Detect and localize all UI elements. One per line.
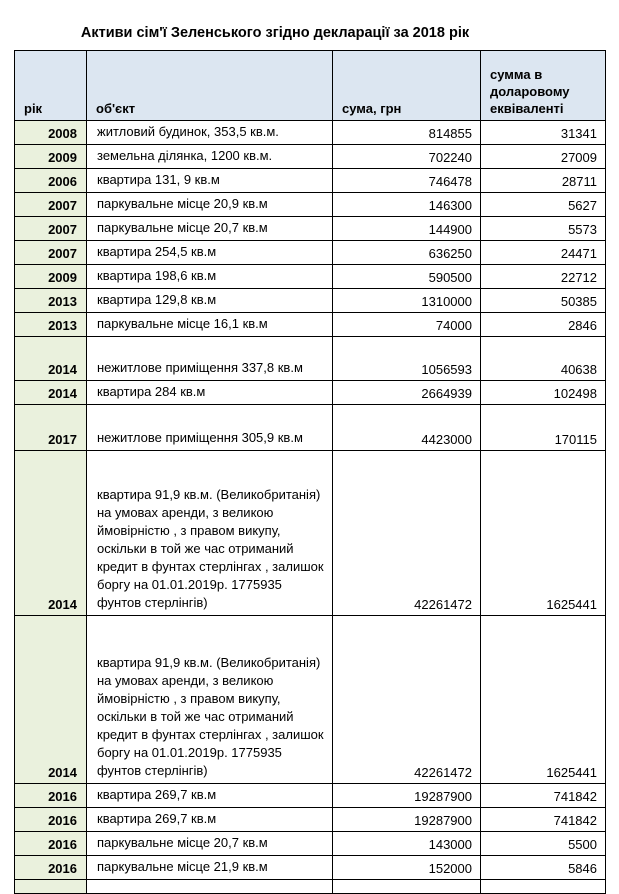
usd-cell[interactable]: 741842 <box>481 784 606 808</box>
usd-cell[interactable]: 1625441 <box>481 616 606 784</box>
year-cell[interactable]: 2007 <box>15 241 87 265</box>
object-cell[interactable]: квартира 129,8 кв.м <box>87 289 333 313</box>
uah-cell[interactable]: 146300 <box>333 193 481 217</box>
table-body <box>15 121 606 894</box>
usd-cell[interactable]: 5846 <box>481 856 606 880</box>
table-row <box>15 241 606 265</box>
uah-cell[interactable]: 2664939 <box>333 381 481 405</box>
table-row <box>15 145 606 169</box>
year-cell[interactable]: 2014 <box>15 616 87 784</box>
assets-table <box>14 50 606 894</box>
table-row <box>15 451 606 616</box>
uah-cell[interactable]: 19287900 <box>333 784 481 808</box>
object-cell[interactable]: квартира 91,9 кв.м. (Великобританія) на умовах аренди, з великою ймовірністю , з правом викупу, оскільки в той же час отриманий кредит в фунтах стерлінгах , залишок боргу на 01.01.2019р. 1775935 фунтов стерлінгів) <box>87 616 333 784</box>
object-cell[interactable]: паркувальне місце 20,7 кв.м <box>87 217 333 241</box>
object-cell[interactable]: квартира 284 кв.м <box>87 381 333 405</box>
table-header <box>15 51 606 121</box>
header-row <box>15 51 606 121</box>
year-cell[interactable]: 2009 <box>15 265 87 289</box>
object-cell[interactable]: квартира 198,6 кв.м <box>87 265 333 289</box>
year-cell[interactable]: 2007 <box>15 217 87 241</box>
object-cell[interactable]: квартира 254,5 кв.м <box>87 241 333 265</box>
usd-cell[interactable]: 5573 <box>481 217 606 241</box>
year-cell[interactable]: 2014 <box>15 381 87 405</box>
year-cell[interactable]: 2009 <box>15 145 87 169</box>
usd-cell[interactable]: 741842 <box>481 808 606 832</box>
year-cell[interactable]: 2016 <box>15 784 87 808</box>
table-row <box>15 856 606 880</box>
usd-cell[interactable]: 31341 <box>481 121 606 145</box>
object-cell[interactable]: житловий будинок, 353,5 кв.м. <box>87 121 333 145</box>
year-cell[interactable] <box>15 880 87 894</box>
year-cell[interactable]: 2008 <box>15 121 87 145</box>
year-cell[interactable]: 2016 <box>15 808 87 832</box>
usd-cell[interactable]: 1625441 <box>481 451 606 616</box>
uah-cell[interactable]: 42261472 <box>333 451 481 616</box>
year-cell[interactable]: 2007 <box>15 193 87 217</box>
year-cell[interactable]: 2016 <box>15 856 87 880</box>
year-cell[interactable]: 2006 <box>15 169 87 193</box>
table-row <box>15 217 606 241</box>
table-row <box>15 405 606 451</box>
table-row <box>15 832 606 856</box>
table-title: Активи сім'ї Зеленського згідно декларації за 2018 рік <box>80 25 470 41</box>
usd-cell[interactable] <box>481 880 606 894</box>
object-cell[interactable]: паркувальне місце 21,9 кв.м <box>87 856 333 880</box>
table-row <box>15 808 606 832</box>
table-row <box>15 880 606 894</box>
object-cell[interactable]: квартира 131, 9 кв.м <box>87 169 333 193</box>
year-cell[interactable]: 2014 <box>15 337 87 381</box>
object-cell[interactable]: нежитлове приміщення 305,9 кв.м <box>87 405 333 451</box>
table-row <box>15 313 606 337</box>
uah-cell[interactable]: 1310000 <box>333 289 481 313</box>
usd-cell[interactable]: 2846 <box>481 313 606 337</box>
object-cell[interactable]: паркувальне місце 20,9 кв.м <box>87 193 333 217</box>
uah-cell[interactable]: 144900 <box>333 217 481 241</box>
table-row <box>15 337 606 381</box>
header-cell-year[interactable]: рік <box>15 51 87 121</box>
year-cell[interactable]: 2014 <box>15 451 87 616</box>
usd-cell[interactable]: 102498 <box>481 381 606 405</box>
uah-cell[interactable]: 590500 <box>333 265 481 289</box>
usd-cell[interactable]: 40638 <box>481 337 606 381</box>
object-cell[interactable] <box>87 880 333 894</box>
header-cell-uah[interactable]: сума, грн <box>333 51 481 121</box>
table-row <box>15 193 606 217</box>
usd-cell[interactable]: 170115 <box>481 405 606 451</box>
year-cell[interactable]: 2017 <box>15 405 87 451</box>
object-cell[interactable]: квартира 91,9 кв.м. (Великобританія) на умовах аренди, з великою ймовірністю , з правом викупу, оскільки в той же час отриманий кредит в фунтах стерлінгах , залишок боргу на 01.01.2019р. 1775935 фунтов стерлінгів) <box>87 451 333 616</box>
usd-cell[interactable]: 27009 <box>481 145 606 169</box>
usd-cell[interactable]: 5627 <box>481 193 606 217</box>
usd-cell[interactable]: 22712 <box>481 265 606 289</box>
uah-cell[interactable]: 702240 <box>333 145 481 169</box>
table-row <box>15 121 606 145</box>
uah-cell[interactable] <box>333 880 481 894</box>
table-row <box>15 289 606 313</box>
usd-cell[interactable]: 24471 <box>481 241 606 265</box>
uah-cell[interactable]: 19287900 <box>333 808 481 832</box>
uah-cell[interactable]: 746478 <box>333 169 481 193</box>
usd-cell[interactable]: 5500 <box>481 832 606 856</box>
object-cell[interactable]: паркувальне місце 20,7 кв.м <box>87 832 333 856</box>
uah-cell[interactable]: 74000 <box>333 313 481 337</box>
table-row <box>15 616 606 784</box>
object-cell[interactable]: паркувальне місце 16,1 кв.м <box>87 313 333 337</box>
usd-cell[interactable]: 28711 <box>481 169 606 193</box>
uah-cell[interactable]: 814855 <box>333 121 481 145</box>
uah-cell[interactable]: 42261472 <box>333 616 481 784</box>
table-row <box>15 265 606 289</box>
object-cell[interactable]: земельна ділянка, 1200 кв.м. <box>87 145 333 169</box>
uah-cell[interactable]: 636250 <box>333 241 481 265</box>
uah-cell[interactable]: 152000 <box>333 856 481 880</box>
year-cell[interactable]: 2013 <box>15 289 87 313</box>
uah-cell[interactable]: 143000 <box>333 832 481 856</box>
table-row <box>15 381 606 405</box>
object-cell[interactable]: квартира 269,7 кв.м <box>87 784 333 808</box>
uah-cell[interactable]: 1056593 <box>333 337 481 381</box>
object-cell[interactable]: нежитлове приміщення 337,8 кв.м <box>87 337 333 381</box>
table-row <box>15 169 606 193</box>
table-row <box>15 784 606 808</box>
usd-cell[interactable]: 50385 <box>481 289 606 313</box>
uah-cell[interactable]: 4423000 <box>333 405 481 451</box>
object-cell[interactable]: квартира 269,7 кв.м <box>87 808 333 832</box>
year-cell[interactable]: 2016 <box>15 832 87 856</box>
header-cell-usd[interactable]: сумма в доларовому еквіваленті <box>481 51 606 121</box>
header-cell-object[interactable]: об'єкт <box>87 51 333 121</box>
year-cell[interactable]: 2013 <box>15 313 87 337</box>
